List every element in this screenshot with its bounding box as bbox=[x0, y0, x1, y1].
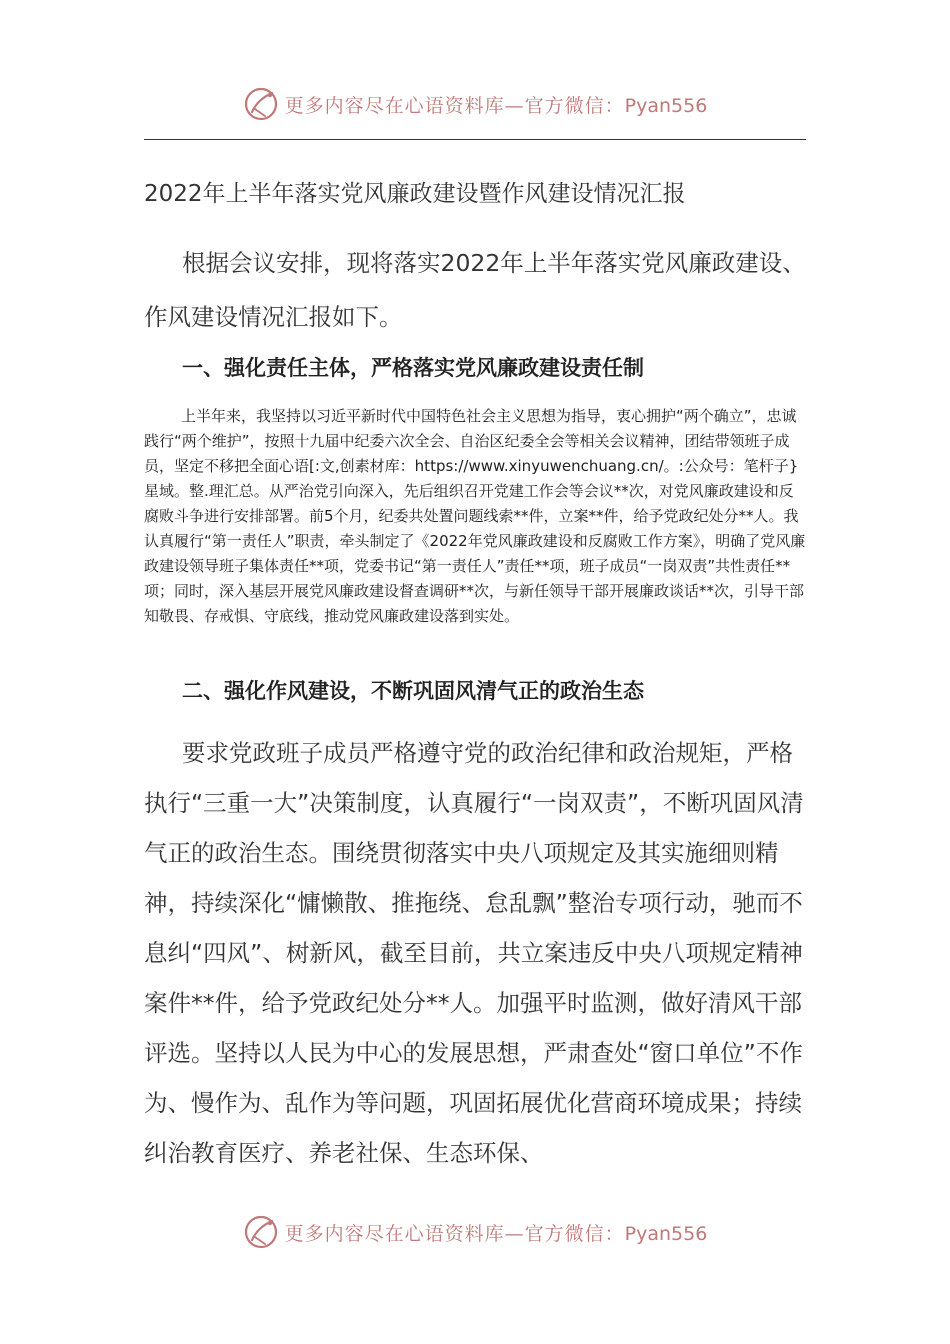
header-watermark bbox=[0, 84, 950, 124]
pen-logo-icon bbox=[243, 1214, 279, 1250]
document-title: 2022年上半年落实党风廉政建设暨作风建设情况汇报 bbox=[144, 181, 686, 207]
pen-logo-icon bbox=[243, 86, 279, 122]
intro-paragraph: 根据会议安排，现将落实2022年上半年落实党风廉政建设、作风建设情况汇报如下。 bbox=[144, 249, 806, 331]
section-1-heading: 一、强化责任主体，严格落实党风廉政建设责任制 bbox=[182, 356, 644, 380]
footer-watermark bbox=[0, 1212, 950, 1252]
watermark-account: Pyan556 bbox=[624, 1222, 708, 1245]
watermark-text: 更多内容尽在心语资料库—官方微信：Pyan556 bbox=[284, 1222, 708, 1245]
header-divider bbox=[144, 139, 806, 140]
section-2-body: 要求党政班子成员严格遵守党的政治纪律和政治规矩，严格执行“三重一大”决策制度，认真履行“一岗双责”，不断巩固风清气正的政治生态。围绕贯彻落实中央八项规定及其实施细则精神，持续深化“慵懒散、推拖绕、怠乱飘”整治专项行动，驰而不息纠“四风”、树新风，截至目前，共立案违反中央八项规定精神案件**件，给予党政纪处分**人。加强平时监测，做好清风干部评选。坚持以人民为中心的发展思想，严肃查处“窗口单位”不作为、慢作为、乱作为等问题，巩固拓展优化营商环境成果；持续纠治教育医疗、养老社保、生态环保、 bbox=[144, 739, 804, 1167]
watermark-text: 更多内容尽在心语资料库—官方微信：Pyan556 bbox=[284, 94, 708, 117]
watermark-account: Pyan556 bbox=[624, 94, 708, 117]
section-2-heading: 二、强化作风建设，不断巩固风清气正的政治生态 bbox=[182, 679, 644, 703]
section-1-body: 上半年来，我坚持以习近平新时代中国特色社会主义思想为指导，衷心拥护“两个确立”，忠诚践行“两个维护”，按照十九届中纪委六次全会、自治区纪委全会等相关会议精神，团结带领班子成员，坚定不移把全面心语[:文,创素材库：https://www.xinyuwenchuang.cn/。:公众号：笔杆子}星域。整.理汇总。从严治党引向深入，先后组织召开党建工作会等会议**次，对党风廉政建设和反腐败斗争进行安排部署。前5个月，纪委共处置问题线索**件，立案**件，给予党政纪处分**人。我认真履行“第一责任人”职责，牵头制定了《2022年党风廉政建设和反腐败工作方案》，明确了党风廉政建设领导班子集体责任**项，党委书记“第一责任人”责任**项，班子成员“一岗双责”共性责任**项；同时，深入基层开展党风廉政建设督查调研**次，与新任领导干部开展廉政谈话**次，引导干部知敬畏、存戒惧、守底线，推动党风廉政建设落到实处。 bbox=[144, 407, 806, 625]
